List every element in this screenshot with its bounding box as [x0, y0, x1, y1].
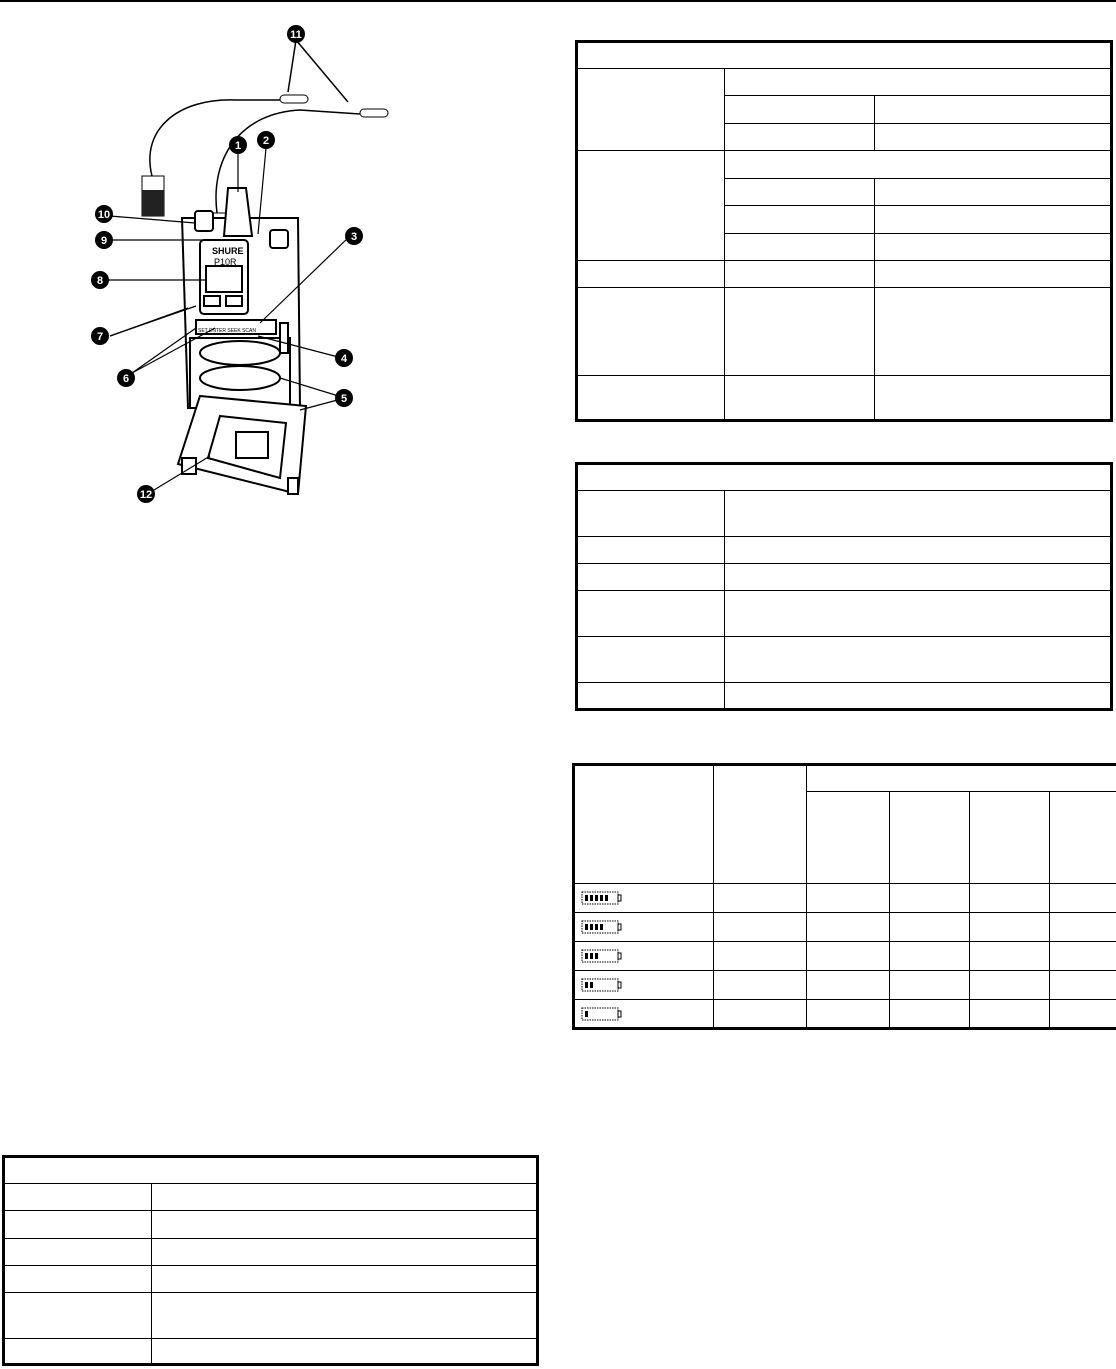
- receiver-illustration: [60, 18, 480, 548]
- battery-bar: [590, 953, 593, 959]
- battery-row: [574, 942, 1116, 971]
- brand-logo: SHURE: [212, 246, 244, 256]
- svg-text:12: 12: [139, 489, 153, 501]
- battery-bar: [600, 924, 603, 930]
- battery-row: [574, 1000, 1116, 1029]
- svg-text:10: 10: [97, 209, 111, 221]
- battery-row: [574, 971, 1116, 1000]
- battery-4-bars-icon: [581, 919, 623, 935]
- battery-3-bars-icon: [581, 948, 623, 964]
- battery-bar: [585, 982, 588, 988]
- table-header-row: [577, 464, 1112, 491]
- battery-bar: [590, 895, 593, 901]
- battery-bar: [590, 924, 593, 930]
- model-label: P10R: [214, 257, 237, 267]
- battery-bar: [595, 895, 598, 901]
- battery-bar: [585, 895, 588, 901]
- battery-bar: [595, 953, 598, 959]
- battery-bar: [585, 1011, 588, 1017]
- battery-bar: [600, 895, 603, 901]
- top-rule: [0, 0, 1116, 2]
- battery-5-bars-icon: [581, 890, 623, 906]
- battery-bar: [585, 953, 588, 959]
- button-labels: SET ENTER SEEK SCAN: [198, 328, 256, 334]
- table-battery-life: [572, 763, 1116, 1030]
- table-specs: [575, 40, 1113, 422]
- table-header-row: [577, 42, 1112, 69]
- battery-bar: [605, 895, 608, 901]
- table-display-settings: [575, 462, 1113, 711]
- svg-text:5: 5: [340, 393, 348, 405]
- table-header-row: [4, 1157, 538, 1184]
- svg-text:6: 6: [122, 373, 130, 385]
- battery-row: [574, 884, 1116, 913]
- battery-bar: [585, 924, 588, 930]
- svg-text:1: 1: [234, 140, 242, 152]
- svg-text:11: 11: [290, 29, 302, 41]
- svg-text:9: 9: [100, 235, 108, 247]
- svg-text:8: 8: [96, 275, 104, 287]
- battery-row: [574, 913, 1116, 942]
- svg-text:2: 2: [262, 135, 270, 147]
- right-earpiece-icon: [360, 109, 388, 117]
- lcd-screen: [206, 266, 242, 292]
- battery-bar: [590, 982, 593, 988]
- table-controls: [2, 1155, 539, 1366]
- svg-text:4: 4: [340, 353, 348, 365]
- battery-2-bars-icon: [581, 977, 623, 993]
- svg-text:7: 7: [96, 331, 104, 343]
- svg-text:3: 3: [350, 231, 358, 243]
- volume-knob-icon: [224, 188, 252, 236]
- battery-bar: [595, 924, 598, 930]
- left-earpiece-icon: [280, 95, 308, 103]
- battery-1-bar-icon: [581, 1006, 623, 1022]
